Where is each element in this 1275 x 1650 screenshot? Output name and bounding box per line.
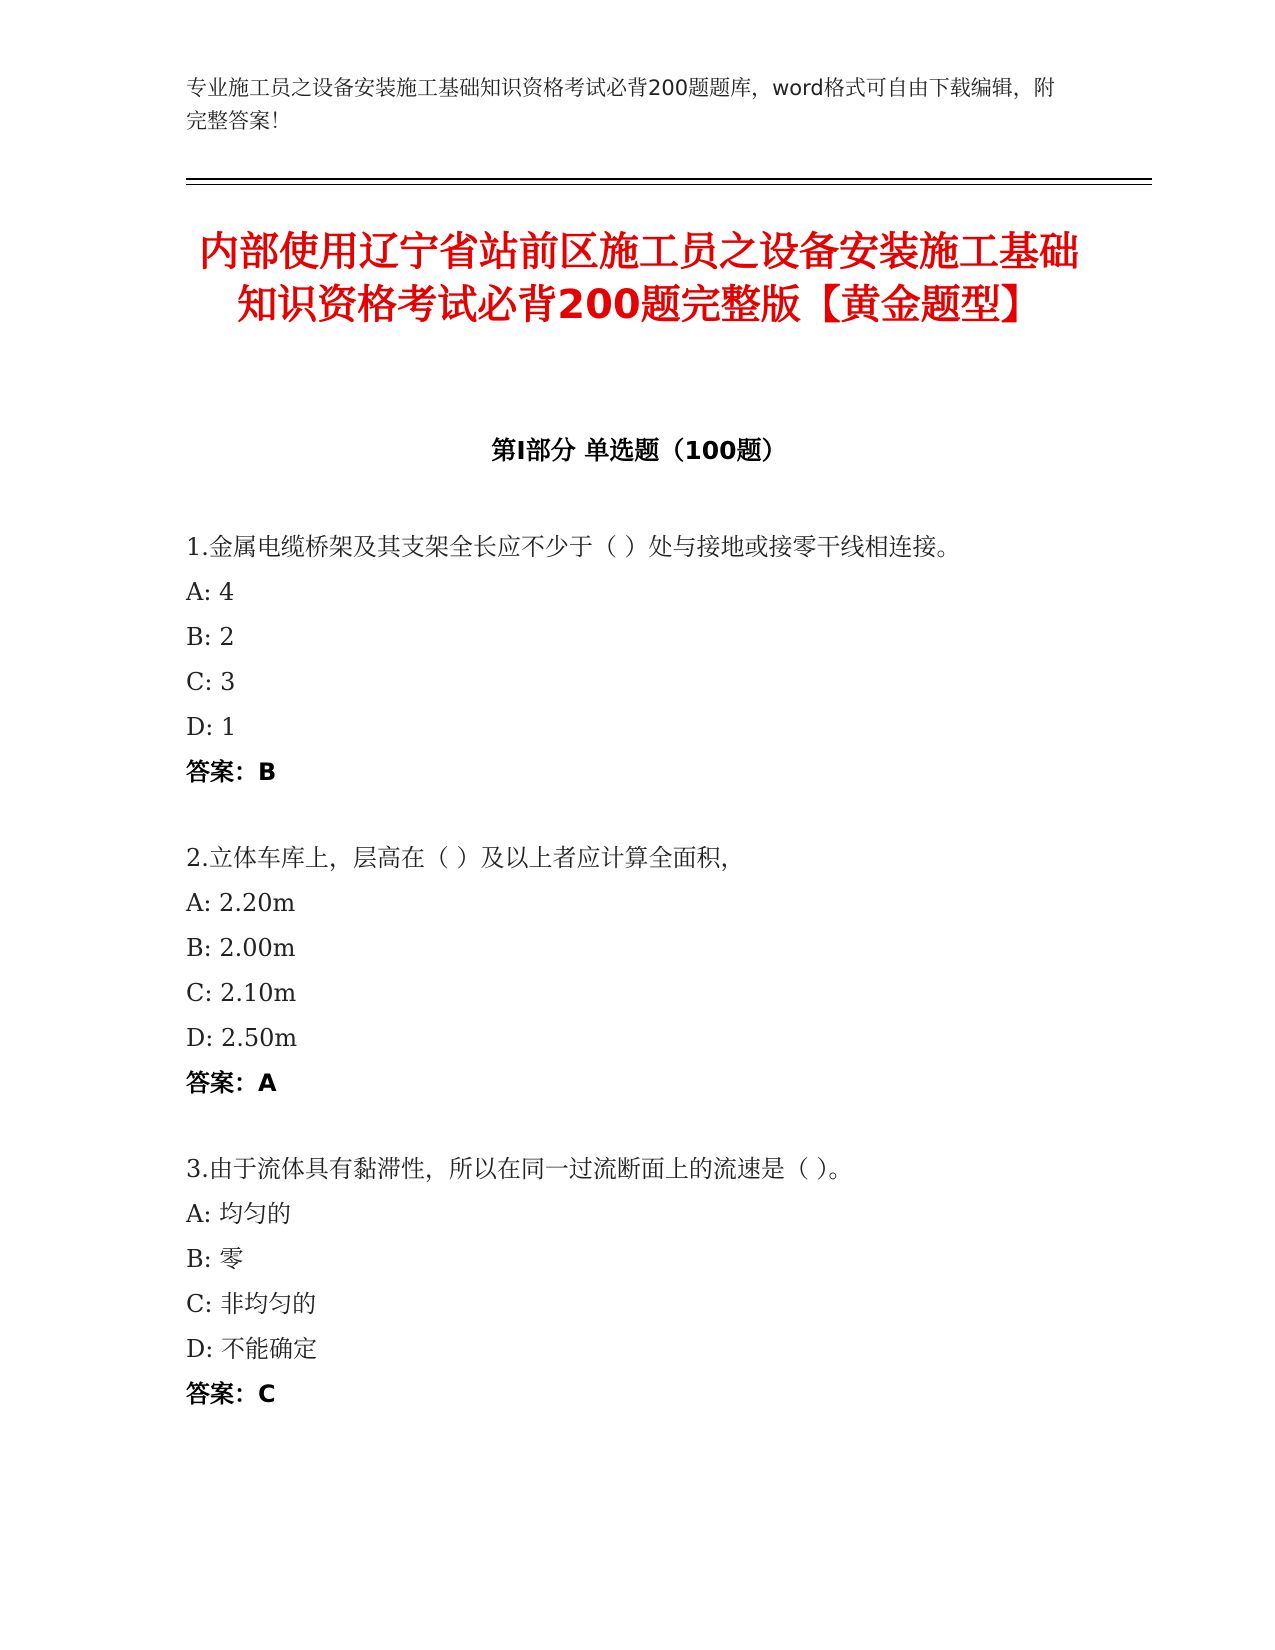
option-c: C: 3: [186, 668, 236, 696]
question-list: [186, 525, 1092, 1458]
question-stem: 1.金属电缆桥架及其支架全长应不少于（ ）处与接地或接零干线相连接。: [186, 533, 961, 561]
option-c: C: 2.10m: [186, 979, 297, 1007]
option-a: A: 4: [186, 578, 235, 606]
answer: 答案：C: [186, 1380, 276, 1408]
section-title: 第I部分 单选题（100题）: [491, 436, 787, 465]
header-note: 专业施工员之设备安装施工基础知识资格考试必背200题题库，word格式可自由下载编辑，附完整答案！: [186, 76, 1055, 133]
option-d: D: 1: [186, 713, 237, 741]
header-divider-thin: [186, 184, 1152, 185]
option-b: B: 零: [186, 1245, 244, 1273]
answer: 答案：A: [186, 1069, 277, 1097]
option-c: C: 非均匀的: [186, 1290, 317, 1318]
option-b: B: 2: [186, 623, 235, 651]
option-a: A: 2.20m: [186, 889, 296, 917]
question-1: [186, 525, 1092, 795]
question-2: [186, 836, 1092, 1106]
option-d: D: 2.50m: [186, 1024, 298, 1052]
header-divider-thick: [186, 178, 1152, 180]
document-title: 内部使用辽宁省站前区施工员之设备安装施工基础知识资格考试必背200题完整版【黄金题型】: [199, 229, 1079, 328]
answer: 答案：B: [186, 758, 277, 786]
option-b: B: 2.00m: [186, 934, 296, 962]
option-d: D: 不能确定: [186, 1335, 317, 1363]
question-3: [186, 1147, 1092, 1417]
question-stem: 3.由于流体具有黏滞性，所以在同一过流断面上的流速是（ ）。: [186, 1155, 853, 1183]
question-stem: 2.立体车库上，层高在（ ）及以上者应计算全面积，: [186, 844, 745, 872]
option-a: A: 均匀的: [186, 1200, 292, 1228]
